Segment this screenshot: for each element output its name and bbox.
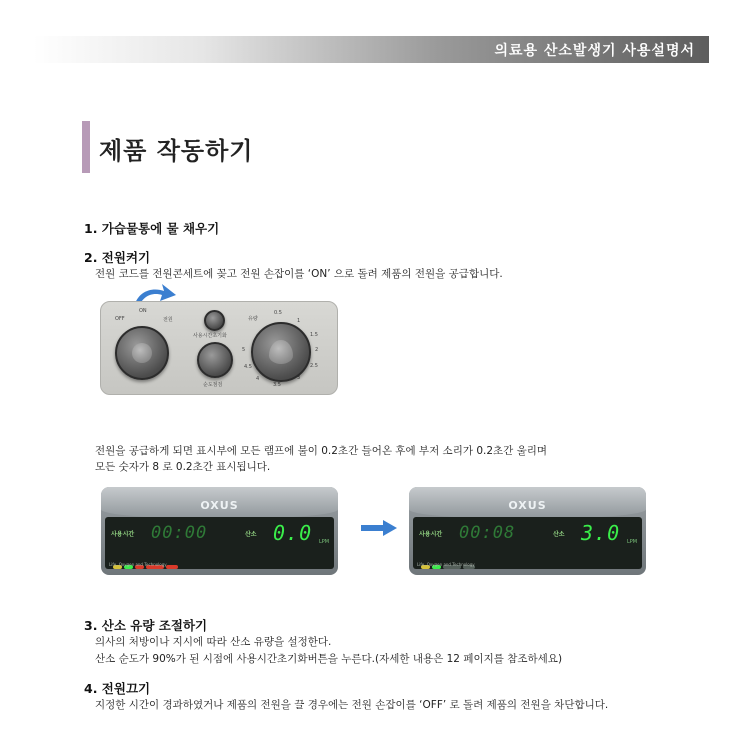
dial-mark: 0.5	[274, 310, 282, 316]
section-3-line-2: 산소 순도가 90%가 된 시점에 사용시간초기화버튼을 누른다.(자세한 내용은 12 페이지를 참조하세요)	[95, 653, 563, 665]
dial-mark: 3	[297, 375, 301, 381]
flow-readout: 3.0	[581, 521, 621, 545]
dial-mark: 2	[315, 347, 319, 353]
time-readout: 00:08	[459, 523, 516, 543]
reset-label: 사용시간초기화	[193, 333, 227, 339]
on-label: ON	[139, 308, 147, 314]
power-note-line-2: 모든 숫자가 8 로 0.2초간 표시됩니다.	[95, 461, 271, 473]
time-label: 사용시간	[419, 531, 443, 538]
indicator-lamps	[421, 554, 501, 559]
section-4-text: 지정한 시간이 경과하였거나 제품의 전원을 끌 경우에는 전원 손잡이를 ‘OFF’ 로 돌려 제품의 전원을 차단합니다.	[95, 699, 609, 711]
brand-logo: OXUS	[508, 499, 547, 512]
dial-mark: 4.5	[244, 364, 252, 370]
control-panel	[100, 301, 338, 395]
section-1-heading: 1. 가습물통에 물 채우기	[84, 221, 220, 236]
display-initial	[101, 487, 338, 575]
reset-button[interactable]	[204, 310, 225, 331]
header-bar	[33, 36, 709, 63]
brand-logo: OXUS	[200, 499, 239, 512]
dial-mark: 1	[297, 318, 301, 324]
time-readout: 00:00	[151, 523, 208, 543]
off-label: OFF	[115, 316, 125, 322]
unit-label: LPM	[627, 539, 638, 545]
unit-label: LPM	[319, 539, 330, 545]
indicator-lamps	[113, 554, 193, 559]
document-title: 의료용 산소발생기 사용설명서	[494, 43, 695, 59]
section-3-line-1: 의사의 처방이나 지시에 따라 산소 유량을 설정한다.	[95, 636, 332, 648]
footer-text: Life, Oxygen and Technology	[417, 562, 475, 567]
title-accent-bar	[82, 121, 90, 173]
oxygen-label: 산소	[245, 531, 257, 538]
power-knob[interactable]	[115, 326, 169, 380]
dial-mark: 3.5	[273, 382, 281, 388]
dial-mark: 4	[256, 376, 260, 382]
section-3-heading: 3. 산소 유량 조절하기	[84, 618, 208, 633]
dial-mark: 1.5	[310, 332, 318, 338]
lcd-screen	[105, 517, 334, 569]
power-label: 전원	[163, 317, 173, 323]
power-note-line-1: 전원을 공급하게 되면 표시부에 모든 램프에 불이 0.2초간 들어온 후에 부저 소리가 0.2초간 울리며	[95, 445, 548, 457]
flow-label: 유량	[248, 316, 258, 322]
flow-dial[interactable]	[251, 322, 311, 382]
section-2-heading: 2. 전원켜기	[84, 250, 151, 265]
display-running	[409, 487, 646, 575]
arrow-right-icon	[361, 520, 397, 536]
oxygen-label: 산소	[553, 531, 565, 538]
flow-readout: 0.0	[273, 521, 313, 545]
purity-label: 순도점검	[203, 382, 223, 388]
page-title: 제품 작동하기	[99, 137, 254, 165]
time-label: 사용시간	[111, 531, 135, 538]
section-2-text: 전원 코드를 전원콘세트에 꽂고 전원 손잡이를 ‘ON’ 으로 돌려 제품의 전원을 공급합니다.	[95, 268, 503, 280]
section-4-heading: 4. 전원끄기	[84, 681, 151, 696]
dial-mark: 2.5	[310, 363, 318, 369]
purity-check-button[interactable]	[197, 342, 233, 378]
lcd-screen	[413, 517, 642, 569]
footer-text: Life, Oxygen and Technology	[109, 562, 167, 567]
dial-mark: 5	[242, 347, 246, 353]
